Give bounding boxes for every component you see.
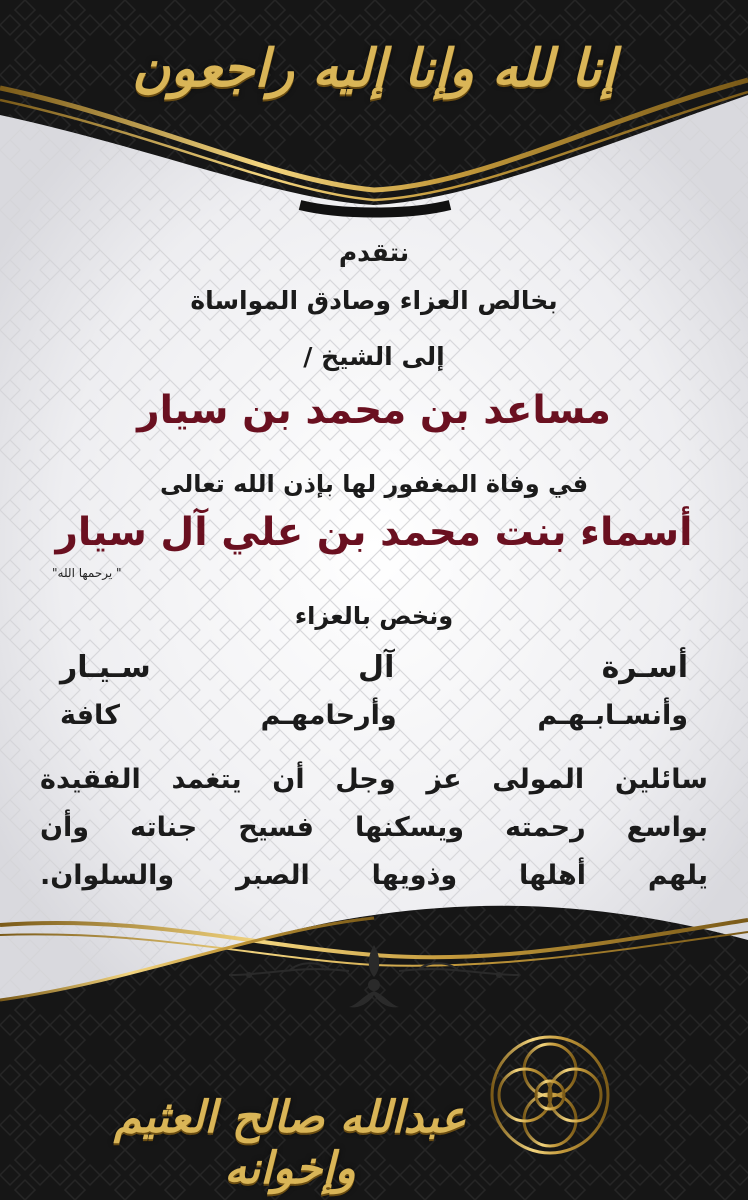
prayer-text: " يرحمها الله" — [52, 566, 122, 580]
deceased-name: أسماء بنت محمد بن علي آل سيار — [55, 510, 693, 555]
recipient-name: مساعد بن محمد بن سيار — [137, 388, 611, 433]
dua-line-3: يلهم أهلها وذويها الصبر والسلوان. — [40, 860, 708, 891]
dua-line-1: سائلين المولى عز وجل أن يتغمد الفقيدة — [40, 764, 708, 795]
floral-ornament-icon — [229, 935, 519, 1015]
specific-condolence-text: ونخص بالعزاء — [294, 602, 454, 630]
condolence-text: بخالص العزاء وصادق المواساة — [190, 286, 558, 315]
intro-text: نتقدم — [338, 238, 410, 267]
gold-emblem-logo — [485, 1030, 615, 1160]
title-heading: إنا لله وإنا إليه راجعون — [132, 38, 616, 99]
family-line-1: أسـرة آل سـيـار — [60, 650, 688, 685]
signature-text: عبدالله صالح العثيم وإخوانه — [113, 1092, 467, 1194]
to-sheikh-text: إلى الشيخ / — [303, 342, 445, 371]
death-line-text: في وفاة المغفور لها بإذن الله تعالى — [159, 470, 589, 498]
dua-line-2: بواسع رحمته ويسكنها فسيح جناته وأن — [40, 812, 708, 843]
family-line-2: وأنسـابـهـم وأرحامهـم كافة — [60, 700, 688, 731]
